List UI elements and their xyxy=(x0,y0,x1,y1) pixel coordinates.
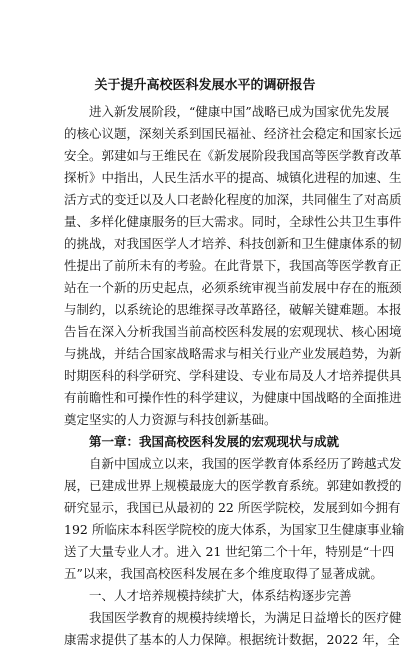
body-text-line: 活方式的变迁以及人口老龄化程度的加深，共同催生了对高质 xyxy=(64,192,402,207)
body-text-line: 时期医科的科学研究、学科建设、专业布局及人才培养提供具 xyxy=(64,368,402,383)
document-title: 关于提升高校医科发展水平的调研报告 xyxy=(94,78,316,93)
body-text-line: 五”以来，我国高校医科发展在多个维度取得了显著成就。 xyxy=(64,566,383,581)
body-text-line: 自新中国成立以来，我国的医学教育体系经历了跨越式发 xyxy=(89,456,402,471)
body-text-line: 站在一个新的历史起点，必须系统审视当前发展中存在的瓶颈 xyxy=(64,280,402,295)
body-text-line: 与挑战，并结合国家战略需求与相关行业产业发展趋势，为新 xyxy=(64,346,402,361)
body-text-line: 量、多样化健康服务的巨大需求。同时，全球性公共卫生事件 xyxy=(64,214,402,229)
body-text-line: 探析》中指出，人民生活水平的提高、城镇化进程的加速、生 xyxy=(64,170,402,185)
body-text-line: 的核心议题，深刻关系到国民福祉、经济社会稳定和国家长远 xyxy=(64,126,402,141)
body-text-line: 与制约，以系统论的思维探寻改革路径，破解关键难题。本报 xyxy=(64,302,402,317)
chapter-heading: 第一章：我国高校医科发展的宏观现状与成就 xyxy=(89,434,340,449)
body-text-line: 研究显示，我国已从最初的 22 所医学院校，发展到如今拥有 xyxy=(64,500,401,515)
body-text-line: 展，已建成世界上规模最庞大的医学教育系统。郭建如教授的 xyxy=(64,478,402,493)
body-text-line: 192 所临床本科医学院校的庞大体系，为国家卫生健康事业输 xyxy=(64,522,405,537)
body-text-line: 送了大量专业人才。进入 21 世纪第二个十年，特别是“十四 xyxy=(64,544,395,559)
document-body xyxy=(64,101,405,651)
body-text-line: 进入新发展阶段，“健康中国”战略已成为国家优先发展 xyxy=(89,104,390,119)
body-text-line: 有前瞻性和可操作性的科学建议，为健康中国战略的全面推进 xyxy=(64,390,402,405)
body-text-line: 奠定坚实的人力资源与科技创新基础。 xyxy=(64,412,277,427)
body-text-line: 安全。郭建如与王维民在《新发展阶段我国高等医学教育改革 xyxy=(64,148,402,163)
body-text-line: 的挑战，对我国医学人才培养、科技创新和卫生健康体系的韧 xyxy=(64,236,402,251)
body-text-line: 告旨在深入分析我国当前高校医科发展的宏观现状、核心困境 xyxy=(64,324,402,339)
body-text-line: 性提出了前所未有的考验。在此背景下，我国高等医学教育正 xyxy=(64,258,402,273)
section-subheading: 一、人才培养规模持续扩大，体系结构逐步完善 xyxy=(89,588,352,603)
body-text-line: 康需求提供了基本的人力保障。根据统计数据，2022 年，全 xyxy=(64,632,400,647)
body-text-line: 我国医学教育的规模持续增长，为满足日益增长的医疗健 xyxy=(89,610,402,625)
